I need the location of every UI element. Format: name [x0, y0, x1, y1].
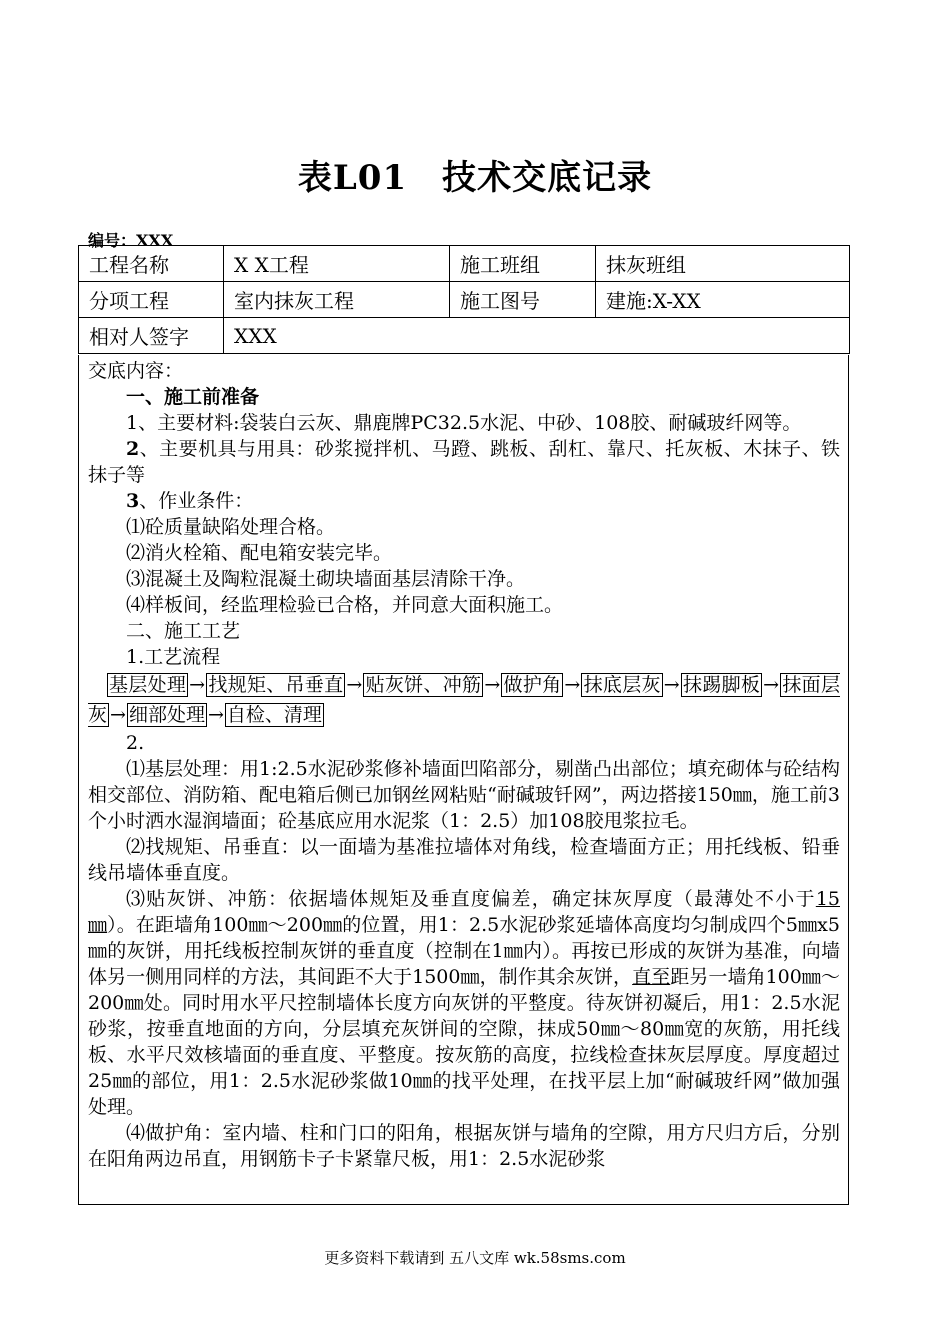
value-team: 抹灰班组	[596, 246, 850, 282]
section-1-title: 一、施工前准备	[126, 386, 260, 408]
flow-step: 抹踢脚板	[682, 674, 761, 696]
screed-text-a: ⑶贴灰饼、冲筋：依据墙体规矩及垂直度偏差，确定抹灰厚度（最薄处不小于	[126, 888, 816, 910]
tools-number: 2	[126, 438, 140, 460]
conditions-number: 3	[126, 490, 140, 512]
screed-text-c: 距另一墙角100㎜～200㎜处。同时用水平尺控制墙体长度方向灰饼的平整度。待灰饼初凝后，用1：2.5水泥砂浆，按垂直地面的方向，分层填充灰饼间的空隙，抹成50㎜～80㎜宽的灰筋，用托线板、水平尺效核墙面的垂直度、平整度。按灰筋的高度，拉线检查抹灰层厚度。厚度超过25㎜的部位，用1：2.5水泥砂浆做10㎜的找平处理，在找平层上加“耐碱玻纤网”做加强处理。	[88, 966, 840, 1118]
value-drawing-no: 建施:X-XX	[596, 282, 850, 318]
doc-number: 编号：XXX	[88, 231, 174, 250]
plumb-paragraph: ⑵找规矩、吊垂直：以一面墙为基准拉墙体对角线，检查墙面方正；用托线板、铅垂线吊墙体垂直度。	[88, 836, 840, 884]
condition-item: ⑵消火栓箱、配电箱安装完毕。	[126, 542, 393, 564]
section-2-title: 二、施工工艺	[126, 620, 241, 642]
arrow-icon: →	[189, 674, 206, 696]
value-signature: XXX	[224, 318, 850, 354]
arrow-icon: →	[484, 674, 501, 696]
flow-step: 抹面层灰	[88, 674, 840, 726]
screed-text-b: ）。在距墙角100㎜～200㎜的位置，用1：2.5水泥砂浆延墙体高度均匀制成四个5㎜x5㎜的灰饼，用托线板控制灰饼的垂直度（控制在1㎜内）。再按已形成的灰饼为基准，向墙体另一侧用同样的方法，其间距不大于1500㎜，制作其余灰饼，	[88, 914, 840, 988]
condition-item: ⑷样板间，经监理检验已合格，并同意大面积施工。	[126, 594, 564, 616]
value-project-name: X X工程	[224, 246, 450, 282]
content-label: 交底内容：	[88, 360, 184, 382]
flow-step: 抹底层灰	[583, 674, 661, 696]
condition-item: ⑴砼质量缺陷处理合格。	[126, 516, 336, 538]
value-sub-project: 室内抹灰工程	[224, 282, 450, 318]
process-flow	[88, 670, 840, 730]
label-team: 施工班组	[450, 246, 596, 282]
flow-step: 自检、清理	[226, 704, 322, 726]
arrow-icon: →	[207, 704, 224, 726]
label-signature: 相对人签字	[79, 318, 224, 354]
arrow-icon: →	[564, 674, 581, 696]
tools-paragraph	[88, 436, 840, 488]
footer-note: 更多资料下载请到 五八文库 wk.58sms.com	[324, 1249, 626, 1267]
materials-paragraph: 1、主要材料:袋装白云灰、鼎鹿牌PC32.5水泥、中砂、108胶、耐碱玻纤网等。	[126, 412, 802, 434]
content-area	[88, 358, 840, 1172]
label-project-name: 工程名称	[79, 246, 224, 282]
arrow-icon: →	[346, 674, 363, 696]
page-title: 表L01 技术交底记录	[297, 158, 653, 198]
screed-underlined: 直至	[632, 966, 671, 988]
table-row	[79, 318, 850, 354]
corner-guard-paragraph: ⑷做护角：室内墙、柱和门口的阳角，根据灰饼与墙角的空隙，用方尺归方后，分别在阳角两边吊直，用钢筋卡子卡紧靠尺板，用1：2.5水泥砂浆	[88, 1122, 840, 1170]
label-drawing-no: 施工图号	[450, 282, 596, 318]
conditions-text: 、作业条件：	[139, 490, 254, 512]
table-row	[79, 246, 850, 282]
arrow-icon: →	[763, 674, 780, 696]
flow-title: 1.工艺流程	[126, 646, 221, 668]
screed-thickness: 15㎜	[88, 888, 840, 936]
header-table	[78, 245, 850, 354]
base-treatment-paragraph: ⑴基层处理：用1:2.5水泥砂浆修补墙面凹陷部分，剔凿凸出部位；填充砌体与砼结构相交部位、消防箱、配电箱后侧已加钢丝网粘贴“耐碱玻钎网”，两边搭接150㎜，施工前3个小时洒水湿润墙面；砼基底应用水泥浆（1：2.5）加108胶甩浆拉毛。	[88, 758, 840, 832]
flow-step: 贴灰饼、冲筋	[365, 674, 482, 696]
flow-step: 做护角	[503, 674, 562, 696]
table-row	[79, 282, 850, 318]
flow-step: 基层处理	[109, 674, 187, 696]
arrow-icon: →	[663, 674, 680, 696]
arrow-icon: →	[110, 704, 126, 726]
conditions-heading	[88, 488, 840, 514]
condition-item: ⑶混凝土及陶粒混凝土砌块墙面基层清除干净。	[126, 568, 526, 590]
label-sub-project: 分项工程	[79, 282, 224, 318]
flow-step: 细部处理	[128, 704, 205, 726]
item-2-label: 2.	[126, 732, 145, 754]
tools-text: 、主要机具与用具：砂浆搅拌机、马蹬、跳板、刮杠、靠尺、托灰板、木抹子、铁抹子等	[88, 438, 840, 486]
flow-step: 找规矩、吊垂直	[208, 674, 344, 696]
screed-paragraph	[88, 886, 840, 1120]
